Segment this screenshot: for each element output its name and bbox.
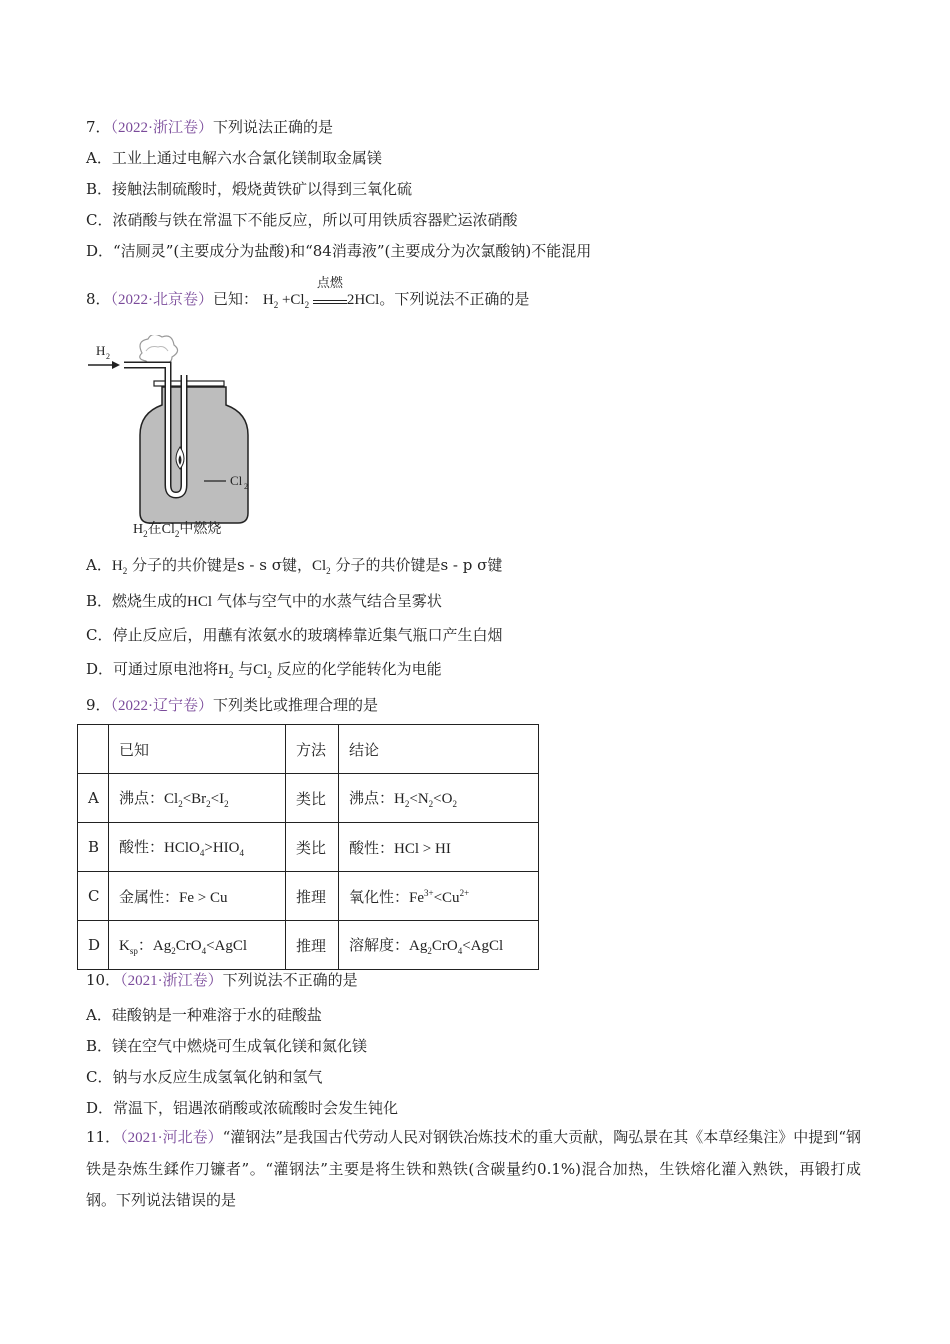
q7-stem: 7．（2022·浙江卷）下列说法正确的是 <box>86 118 334 136</box>
table-row: D $K_{sp}$：$Ag_2CrO_4<AgCl$ 推理 溶解度：$Ag_2CrO_4<AgCl$ <box>78 921 539 970</box>
q10-option-b: B．镁在空气中燃烧可生成氧化镁和氮化镁 <box>86 1037 368 1055</box>
q10-source: （2021·浙江卷） <box>120 973 223 989</box>
figure-caption: $H_2$在$Cl_2$中燃烧 <box>133 521 222 539</box>
combustion-apparatus-figure <box>84 335 274 540</box>
q10-option-a: A．硅酸钠是一种难溶于水的硅酸盐 <box>86 1006 322 1024</box>
table-row: B 酸性：$HClO_4>HIO_4$ 类比 酸性：HCl > HI <box>78 823 539 872</box>
q8-option-b: B．燃烧生成的HCl 气体与空气中的水蒸气结合呈雾状 <box>86 592 442 610</box>
q8-option-a: A．$H_2$ 分子的共价键是s - s σ键，$Cl_2$ 分子的共价键是s - p σ键 <box>86 556 503 576</box>
q10-option-c: C．钠与水反应生成氢氧化钠和氢气 <box>86 1068 323 1086</box>
q7-option-d: D．“洁厕灵”(主要成分为盐酸)和“84消毒液”(主要成分为次氯酸钠)不能混用 <box>86 242 592 260</box>
q10-stem: 10．（2021·浙江卷）下列说法不正确的是 <box>86 971 358 989</box>
svg-text:2: 2 <box>244 482 248 491</box>
q11-source: （2021·河北卷） <box>120 1130 223 1146</box>
table-header-row: 已知 方法 结论 <box>78 725 539 774</box>
reaction-equation: $H_2 +Cl_2$ 点燃 2HCl <box>263 292 380 308</box>
q8-option-c: C．停止反应后，用蘸有浓氨水的玻璃棒靠近集气瓶口产生白烟 <box>86 626 503 644</box>
q9-table <box>77 724 539 970</box>
svg-text:H: H <box>96 343 106 358</box>
q9-stem: 9．（2022·辽宁卷）下列类比或推理合理的是 <box>86 696 379 714</box>
q9-source: （2022·辽宁卷） <box>110 698 214 714</box>
q10-option-d: D．常温下，铝遇浓硝酸或浓硫酸时会发生钝化 <box>86 1099 399 1117</box>
q7-option-b: B．接触法制硫酸时，煅烧黄铁矿以得到三氧化硫 <box>86 180 413 198</box>
q11-text: 11．（2021·河北卷）“灌钢法”是我国古代劳动人民对钢铁冶炼技术的重大贡献，陶弘景在其《本草经集注》中提到“钢铁是杂炼生鍒作刀镰者”。“灌钢法”主要是将生铁和熟铁(含碳量约0.1%)混合加热，生铁熔化灌入熟铁，再锻打成钢。下列说法错误的是 <box>86 1128 861 1209</box>
q8-option-d: D．可通过原电池将$H_2$ 与$Cl_2$ 反应的化学能转化为电能 <box>86 660 442 680</box>
q7-option-c: C．浓硝酸与铁在常温下不能反应，所以可用铁质容器贮运浓硝酸 <box>86 211 518 229</box>
svg-text:Cl: Cl <box>230 473 243 488</box>
table-row: A 沸点：$Cl_2<Br_2<I_2$ 类比 沸点：$H_2<N_2<O_2$ <box>78 774 539 823</box>
q8-stem: 8．（2022·北京卷）已知： $H_2 +Cl_2$ 点燃 2HCl。下列说法不正确的是 <box>86 288 529 316</box>
q8-source: （2022·北京卷） <box>110 292 214 308</box>
svg-text:2: 2 <box>106 352 110 361</box>
q7-source: （2022·浙江卷） <box>110 120 214 136</box>
q7-option-a: A．工业上通过电解六水合氯化镁制取金属镁 <box>86 149 382 167</box>
table-row: C 金属性：Fe > Cu 推理 氧化性：$Fe^{3+}<Cu^{2+}$ <box>78 872 539 921</box>
reaction-condition: 点燃 <box>316 276 343 291</box>
